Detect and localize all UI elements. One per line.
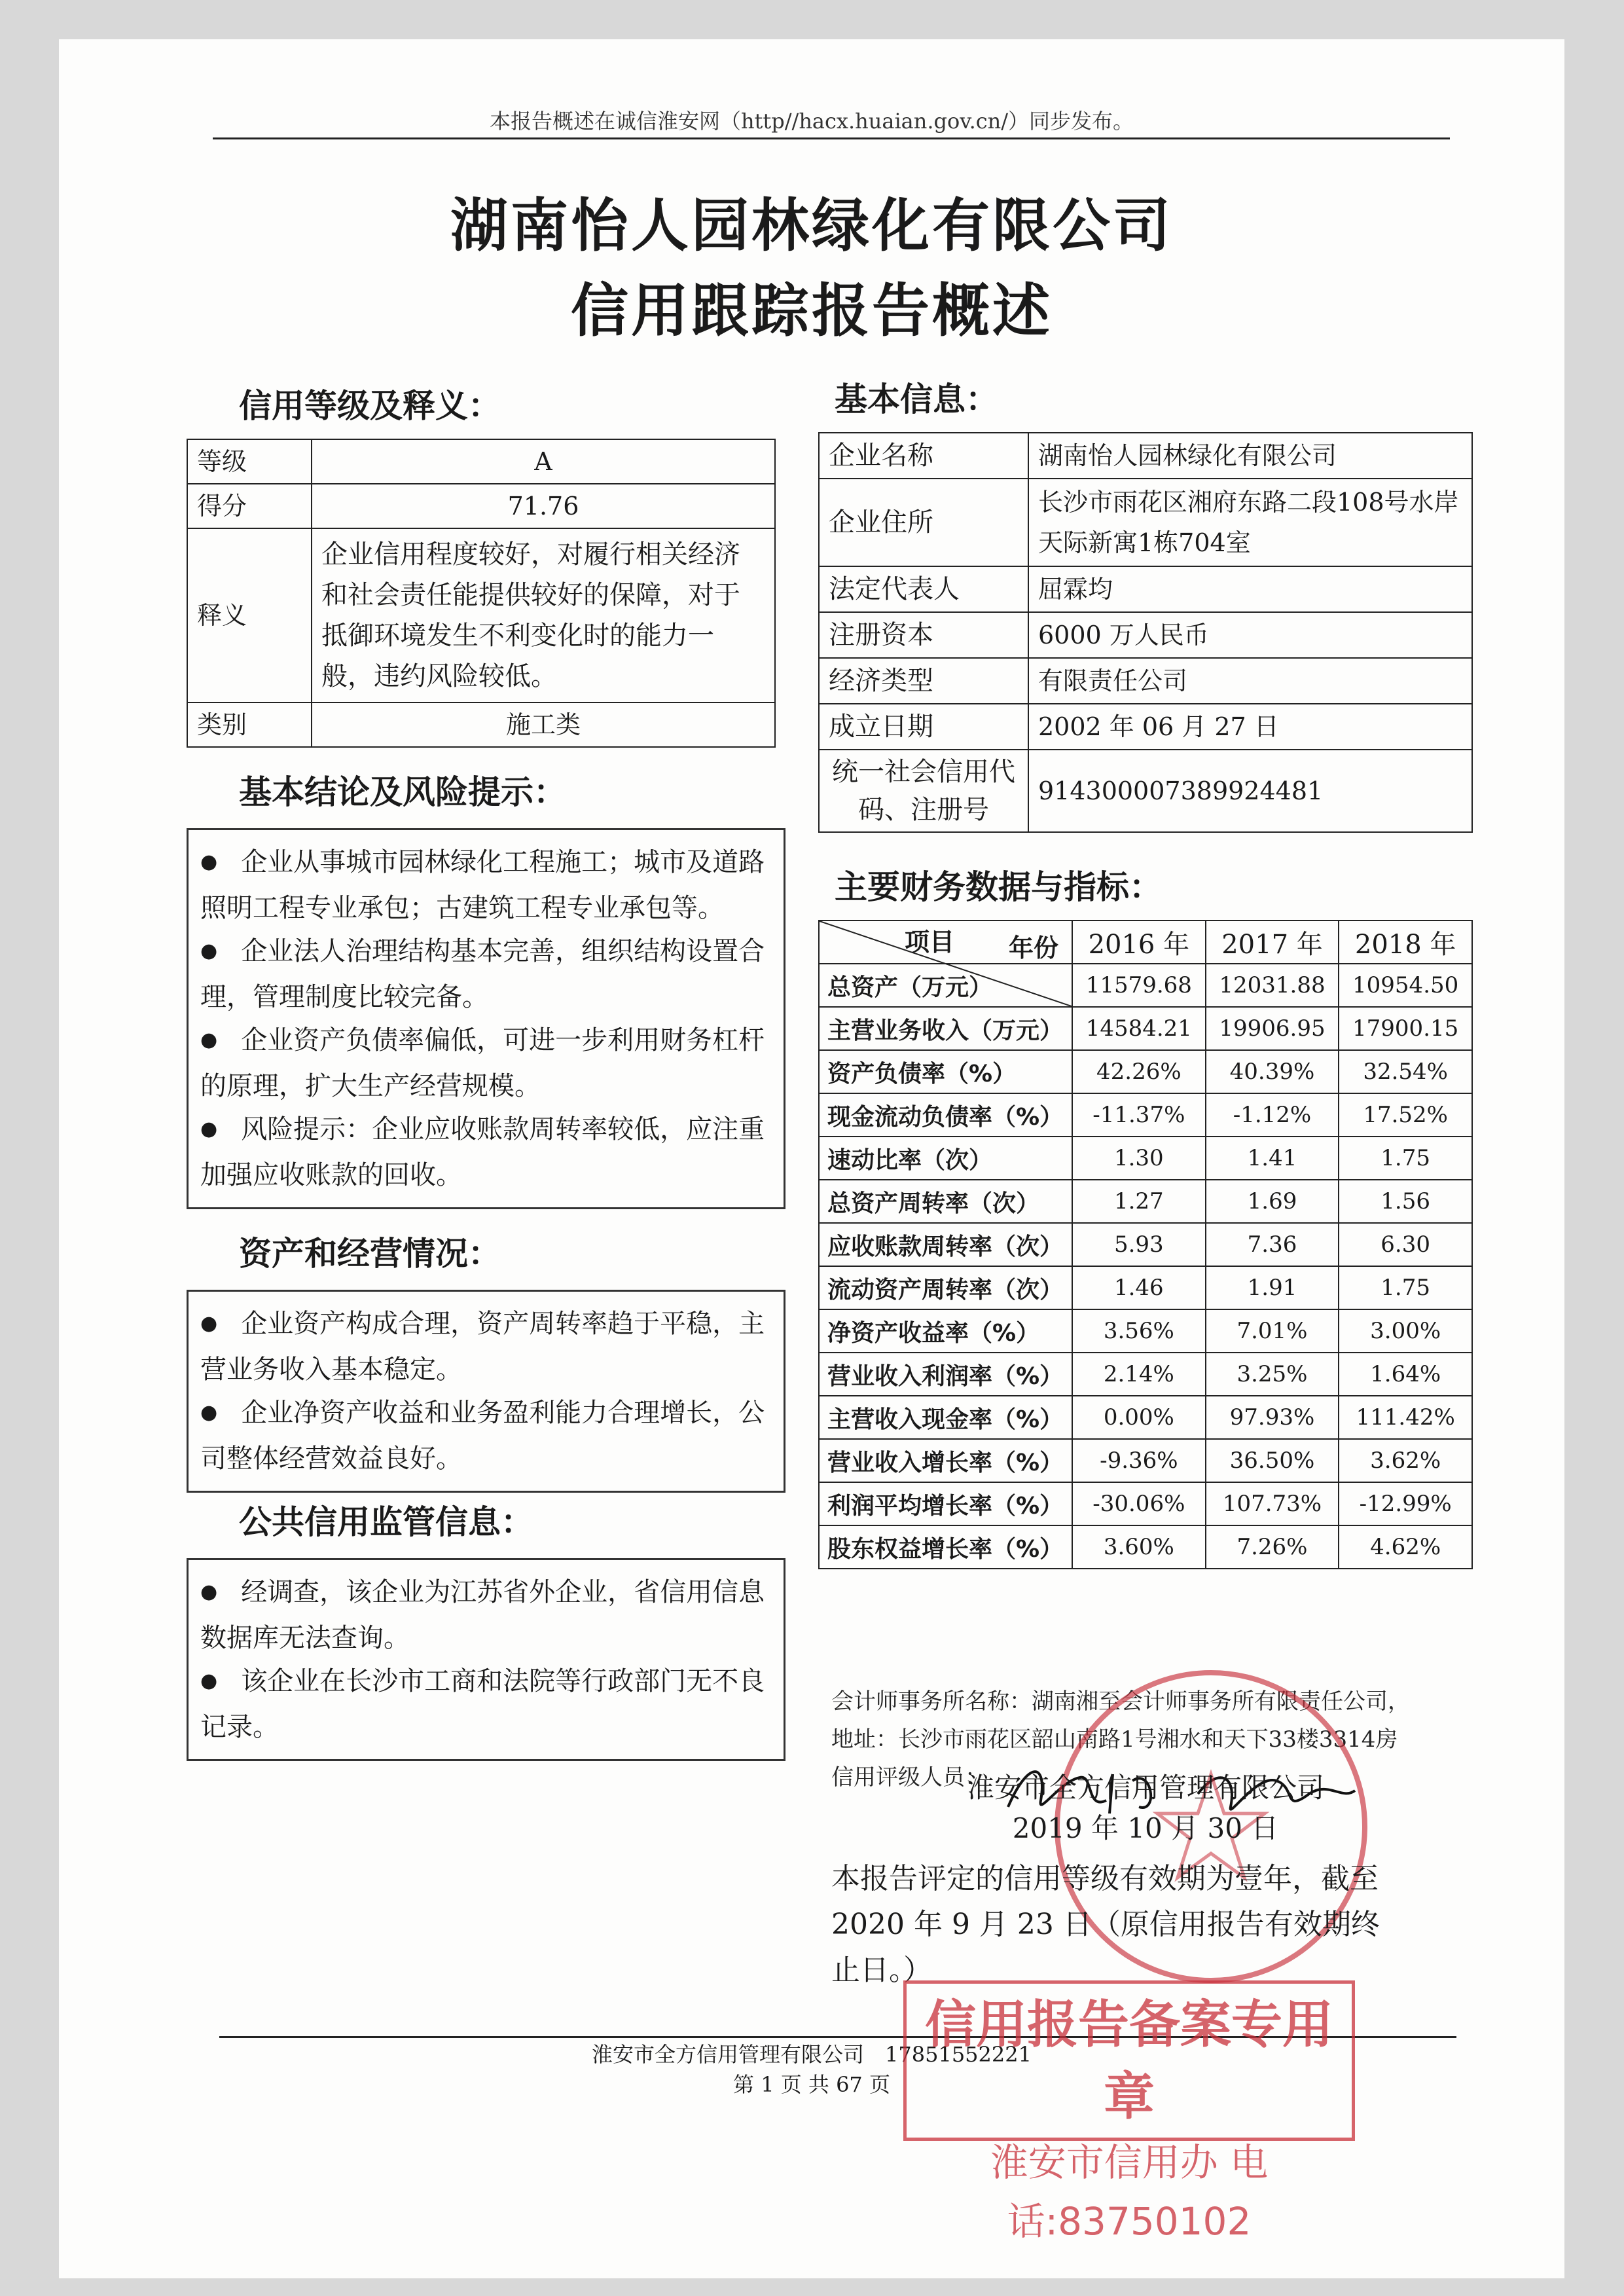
basic-row	[819, 612, 1472, 658]
credit-table	[187, 439, 776, 748]
stamp-line1: 信用报告备案专用章	[924, 1995, 1333, 2126]
finance-row	[819, 1223, 1472, 1266]
finance-item: 利润平均增长率（%）	[819, 1482, 1072, 1525]
meaning-row	[187, 528, 775, 702]
basic-label: 统一社会信用代码、注册号	[819, 750, 1028, 832]
category-row	[187, 702, 775, 747]
grade-row	[187, 439, 775, 484]
basic-row	[819, 704, 1472, 750]
document-page	[59, 39, 1564, 2278]
basic-value: 914300007389924481	[1028, 750, 1472, 832]
assets-item: ● 企业资产构成合理，资产周转率趋于平稳，主营业务收入基本稳定。	[200, 1302, 772, 1391]
basic-value: 6000 万人民币	[1028, 612, 1472, 658]
basic-label: 经济类型	[819, 658, 1028, 704]
basic-label: 法定代表人	[819, 566, 1028, 612]
public-credit-box	[187, 1558, 785, 1761]
finance-value: 1.75	[1339, 1266, 1472, 1309]
finance-value: 7.26%	[1206, 1525, 1339, 1569]
title-line2: 信用跟踪报告概述	[570, 277, 1053, 344]
filing-stamp	[903, 1980, 1355, 2244]
finance-value: 19906.95	[1206, 1007, 1339, 1050]
finance-value: 111.42%	[1339, 1396, 1472, 1439]
assets-box	[187, 1290, 785, 1493]
finance-row	[819, 1007, 1472, 1050]
basic-row	[819, 566, 1472, 612]
finance-header-row	[819, 920, 1472, 964]
finance-row	[819, 1180, 1472, 1223]
finance-value: 14584.21	[1072, 1007, 1206, 1050]
score-row	[187, 484, 775, 528]
finance-value: 7.36	[1206, 1223, 1339, 1266]
score-value: 71.76	[312, 484, 775, 528]
rater-label: 信用评级人员：	[831, 1764, 987, 1791]
year-header: 2016 年	[1072, 920, 1206, 964]
finance-value: 5.93	[1072, 1223, 1206, 1266]
conclusion-item: ● 企业资产负债率偏低，可进一步利用财务杠杆的原理，扩大生产经营规模。	[200, 1019, 772, 1108]
public-credit-item: ● 经调查，该企业为江苏省外企业，省信用信息数据库无法查询。	[200, 1571, 772, 1660]
basic-value: 湖南怡人园林绿化有限公司	[1028, 433, 1472, 479]
finance-item: 净资产收益率（%）	[819, 1309, 1072, 1353]
finance-row	[819, 1309, 1472, 1353]
finance-value: 0.00%	[1072, 1396, 1206, 1439]
finance-value: 107.73%	[1206, 1482, 1339, 1525]
finance-value: 1.64%	[1339, 1353, 1472, 1396]
credit-heading: 信用等级及释义：	[239, 387, 501, 425]
public-credit-heading: 公共信用监管信息：	[239, 1503, 533, 1541]
finance-value: 1.91	[1206, 1266, 1339, 1309]
finance-item: 股东权益增长率（%）	[819, 1525, 1072, 1569]
finance-value: 7.01%	[1206, 1309, 1339, 1353]
grade-label: 等级	[187, 439, 312, 484]
basic-info-table	[818, 432, 1473, 833]
score-label: 得分	[187, 484, 312, 528]
finance-value: 1.41	[1206, 1137, 1339, 1180]
header-rule	[213, 137, 1450, 139]
finance-value: 1.75	[1339, 1137, 1472, 1180]
finance-body	[819, 964, 1472, 1569]
issuer-company: 淮安市全方信用管理有限公司	[966, 1772, 1324, 1804]
finance-value: 4.62%	[1339, 1525, 1472, 1569]
footer-company-phone: 淮安市全方信用管理有限公司 17851552221	[592, 2042, 1032, 2067]
issuer-date: 2019 年 10 月 30 日	[1012, 1812, 1279, 1844]
finance-value: 3.60%	[1072, 1525, 1206, 1569]
basic-value: 有限责任公司	[1028, 658, 1472, 704]
conclusion-item: ● 风险提示：企业应收账款周转率较低，应注重加强应收账款的回收。	[200, 1108, 772, 1197]
finance-value: 1.56	[1339, 1180, 1472, 1223]
stamp-line2: 淮安市信用办 电话:83750102	[990, 2140, 1269, 2244]
finance-value: 17900.15	[1339, 1007, 1472, 1050]
basic-info-heading: 基本信息：	[835, 380, 998, 418]
finance-item: 主营业务收入（万元）	[819, 1007, 1072, 1050]
accounting-address: 地址：长沙市雨花区韶山南路1号湘水和天下33楼3314房	[831, 1726, 1398, 1753]
basic-row	[819, 750, 1472, 832]
finance-value: 97.93%	[1206, 1396, 1339, 1439]
basic-row	[819, 433, 1472, 479]
year-header: 2018 年	[1339, 920, 1472, 964]
finance-value: 3.62%	[1339, 1439, 1472, 1482]
basic-row	[819, 479, 1472, 566]
finance-row	[819, 1439, 1472, 1482]
public-credit-item: ● 该企业在长沙市工商和法院等行政部门无不良记录。	[200, 1660, 772, 1749]
finance-item: 营业收入利润率（%）	[819, 1353, 1072, 1396]
validity-text: 本报告评定的信用等级有效期为壹年，截至 2020 年 9 月 23 日（原信用报告有效期终止日。）	[831, 1862, 1380, 1987]
finance-heading: 主要财务数据与指标：	[835, 868, 1162, 906]
finance-item: 流动资产周转率（次）	[819, 1266, 1072, 1309]
finance-value: 1.69	[1206, 1180, 1339, 1223]
year-header: 2017 年	[1206, 920, 1339, 964]
basic-label: 注册资本	[819, 612, 1028, 658]
finance-value: 3.56%	[1072, 1309, 1206, 1353]
basic-value: 屈霖均	[1028, 566, 1472, 612]
basic-row	[819, 658, 1472, 704]
finance-value: -11.37%	[1072, 1093, 1206, 1137]
finance-value: 40.39%	[1206, 1050, 1339, 1093]
basic-value: 长沙市雨花区湘府东路二段108号水岸天际新寓1栋704室	[1028, 479, 1472, 566]
corner-year-label: 年份	[1008, 934, 1058, 962]
finance-row	[819, 1396, 1472, 1439]
finance-value: 1.30	[1072, 1137, 1206, 1180]
finance-value: 36.50%	[1206, 1439, 1339, 1482]
finance-item: 总资产周转率（次）	[819, 1180, 1072, 1223]
finance-value: 1.27	[1072, 1180, 1206, 1223]
finance-value: 3.25%	[1206, 1353, 1339, 1396]
conclusion-heading: 基本结论及风险提示：	[239, 773, 566, 811]
finance-value: 42.26%	[1072, 1050, 1206, 1093]
issuer-block	[844, 1768, 1447, 1849]
category-label: 类别	[187, 702, 312, 747]
finance-value: 17.52%	[1339, 1093, 1472, 1137]
finance-item: 资产负债率（%）	[819, 1050, 1072, 1093]
finance-corner-cell	[819, 920, 1072, 964]
conclusion-item: ● 企业从事城市园林绿化工程施工；城市及道路照明工程专业承包；古建筑工程专业承包等。	[200, 841, 772, 930]
category-value: 施工类	[312, 702, 775, 747]
conclusion-item: ● 企业法人治理结构基本完善，组织结构设置合理，管理制度比较完备。	[200, 930, 772, 1019]
title-line1: 湖南怡人园林绿化有限公司	[450, 192, 1173, 259]
footer-page: 第 1 页 共 67 页	[733, 2072, 890, 2097]
finance-item: 总资产（万元）	[819, 964, 1072, 1007]
meaning-label: 释义	[187, 528, 312, 702]
finance-value: 32.54%	[1339, 1050, 1472, 1093]
assets-item: ● 企业净资产收益和业务盈利能力合理增长，公司整体经营效益良好。	[200, 1391, 772, 1480]
finance-item: 现金流动负债率（%）	[819, 1093, 1072, 1137]
header-note: 本报告概述在诚信淮安网（http//hacx.huaian.gov.cn/）同步发布。	[489, 109, 1134, 134]
assets-heading: 资产和经营情况：	[239, 1235, 501, 1273]
meaning-value: 企业信用程度较好，对履行相关经济和社会责任能提供较好的保障，对于抵御环境发生不利变化时的能力一般，违约风险较低。	[312, 528, 775, 702]
finance-value: -1.12%	[1206, 1093, 1339, 1137]
conclusion-box	[187, 828, 785, 1209]
basic-label: 企业名称	[819, 433, 1028, 479]
finance-value: -30.06%	[1072, 1482, 1206, 1525]
finance-item: 应收账款周转率（次）	[819, 1223, 1072, 1266]
finance-value: 6.30	[1339, 1223, 1472, 1266]
finance-item: 速动比率（次）	[819, 1137, 1072, 1180]
accounting-firm: 会计师事务所名称：湖南湘至会计师事务所有限责任公司，	[831, 1688, 1410, 1715]
finance-item: 主营收入现金率（%）	[819, 1396, 1072, 1439]
finance-value: -12.99%	[1339, 1482, 1472, 1525]
basic-value: 2002 年 06 月 27 日	[1028, 704, 1472, 750]
finance-row	[819, 1525, 1472, 1569]
finance-row	[819, 1093, 1472, 1137]
finance-value: 12031.88	[1206, 964, 1339, 1007]
finance-row	[819, 1137, 1472, 1180]
finance-row	[819, 1353, 1472, 1396]
basic-label: 企业住所	[819, 479, 1028, 566]
finance-value: -9.36%	[1072, 1439, 1206, 1482]
finance-row	[819, 1050, 1472, 1093]
finance-item: 营业收入增长率（%）	[819, 1439, 1072, 1482]
grade-value: A	[312, 439, 775, 484]
finance-value: 11579.68	[1072, 964, 1206, 1007]
basic-label: 成立日期	[819, 704, 1028, 750]
finance-row	[819, 1482, 1472, 1525]
finance-table	[818, 920, 1473, 1569]
corner-item-label: 项目	[905, 928, 955, 957]
finance-row	[819, 1266, 1472, 1309]
finance-value: 1.46	[1072, 1266, 1206, 1309]
finance-value: 10954.50	[1339, 964, 1472, 1007]
finance-value: 2.14%	[1072, 1353, 1206, 1396]
finance-value: 3.00%	[1339, 1309, 1472, 1353]
